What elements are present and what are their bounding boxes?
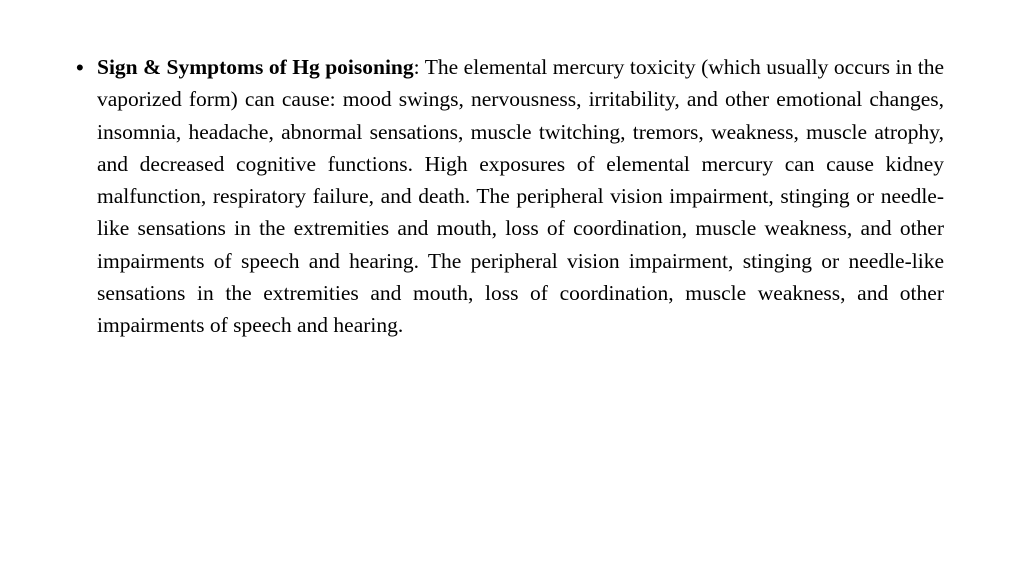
bullet-paragraph xyxy=(97,51,944,342)
bullet-icon: • xyxy=(76,55,84,80)
bullet-heading: Sign & Symptoms of Hg poisoning xyxy=(97,55,414,79)
bullet-body-text: The elemental mercury toxicity (which usually occurs in the vaporized form) can cause: mood swings, nervousness, irritability, and other emotional changes, insomnia, headache, abnormal sensations, muscle twitching, tremors, weakness, muscle atrophy, and decreased cognitive functions. High exposures of elemental mercury can cause kidney malfunction, respiratory failure, and death. The peripheral vision impairment, stinging or needle-like sensations in the extremities and mouth, loss of coordination, muscle weakness, and other impairments of speech and hearing. The peripheral vision impairment, stinging or needle-like sensations in the extremities and mouth, loss of coordination, muscle weakness, and other impairments of speech and hearing. xyxy=(97,55,944,338)
bullet-item xyxy=(76,51,944,342)
heading-separator: : xyxy=(413,55,420,79)
